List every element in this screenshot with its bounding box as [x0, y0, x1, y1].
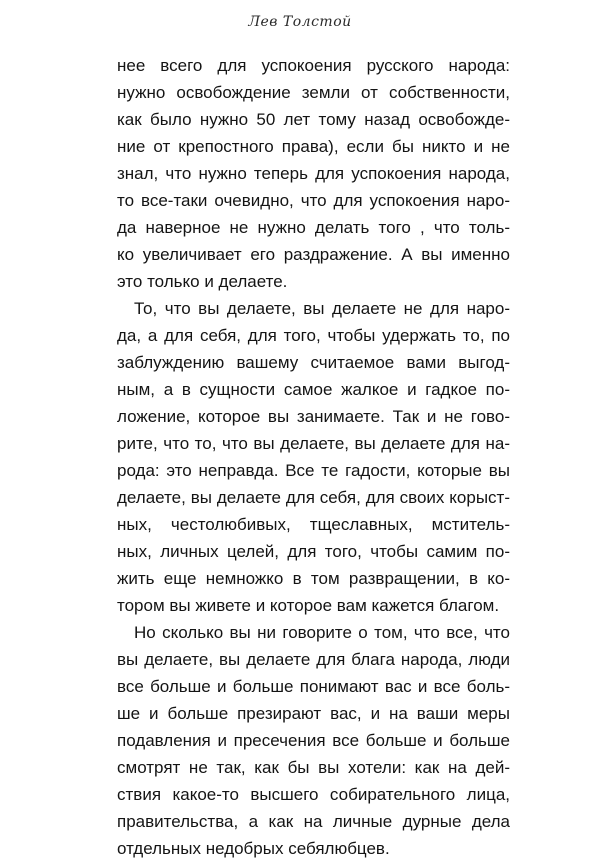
text-line: ше и больше презирают вас, и на ваши меры [117, 704, 510, 723]
text-line: тором вы живете и которое вам кажется благом. [117, 596, 500, 615]
text-line: да наверное не нужно делать того , что толь- [117, 218, 510, 237]
text-line: правительства, а как на личные дурные дела [117, 812, 510, 831]
text-line: То, что вы делаете, вы делаете не для наро- [134, 299, 510, 318]
text-line: ным, а в сущности самое жалкое и гадкое по- [117, 380, 510, 399]
text-line: делаете, вы делаете для себя, для своих корыст- [117, 488, 510, 507]
paragraph-3 [117, 619, 510, 862]
text-line: все больше и больше понимают вас и все боль- [117, 677, 510, 696]
text-line: ко увеличивает его раздражение. А вы именно [117, 245, 510, 264]
text-line: да, а для себя, для того, чтобы удержать то, по [117, 326, 510, 345]
text-line: это только и делаете. [117, 272, 288, 291]
text-line: как было нужно 50 лет тому назад освобожде- [117, 110, 510, 129]
text-line: то все-таки очевидно, что для успокоения наро- [117, 191, 510, 210]
text-line: нужно освобождение земли от собственности, [117, 83, 510, 102]
text-line: ние от крепостного права), если бы никто и не [117, 137, 510, 156]
text-line: вы делаете, вы делаете для блага народа, люди [117, 650, 510, 669]
body-text [117, 52, 510, 862]
text-line: нее всего для успокоения русского народа: [117, 56, 510, 75]
text-line: заблуждению вашему считаемое вами выгод- [117, 353, 510, 372]
text-line: Но сколько вы ни говорите о том, что все, что [134, 623, 510, 642]
text-line: знал, что нужно теперь для успокоения народа, [117, 164, 510, 183]
text-line: ных, честолюбивых, тщеславных, мститель- [117, 515, 510, 534]
paragraph-2 [117, 295, 510, 619]
text-line: ствия какое-то высшего собирательного лица, [117, 785, 510, 804]
text-line: смотрят не так, как бы вы хотели: как на дей- [117, 758, 510, 777]
text-line: ных, личных целей, для того, чтобы самим по- [117, 542, 510, 561]
text-line: рите, что то, что вы делаете, вы делаете для на- [117, 434, 510, 453]
paragraph-1 [117, 52, 510, 295]
running-head: Лев Толстой [248, 14, 352, 30]
text-line: отдельных недобрых себялюбцев. [117, 839, 390, 858]
text-line: рода: это неправда. Все те гадости, которые вы [117, 461, 510, 480]
text-line: жить еще немножко в том развращении, в ко- [117, 569, 510, 588]
text-line: ложение, которое вы занимаете. Так и не гово- [117, 407, 510, 426]
text-line: подавления и пресечения все больше и больше [117, 731, 510, 750]
